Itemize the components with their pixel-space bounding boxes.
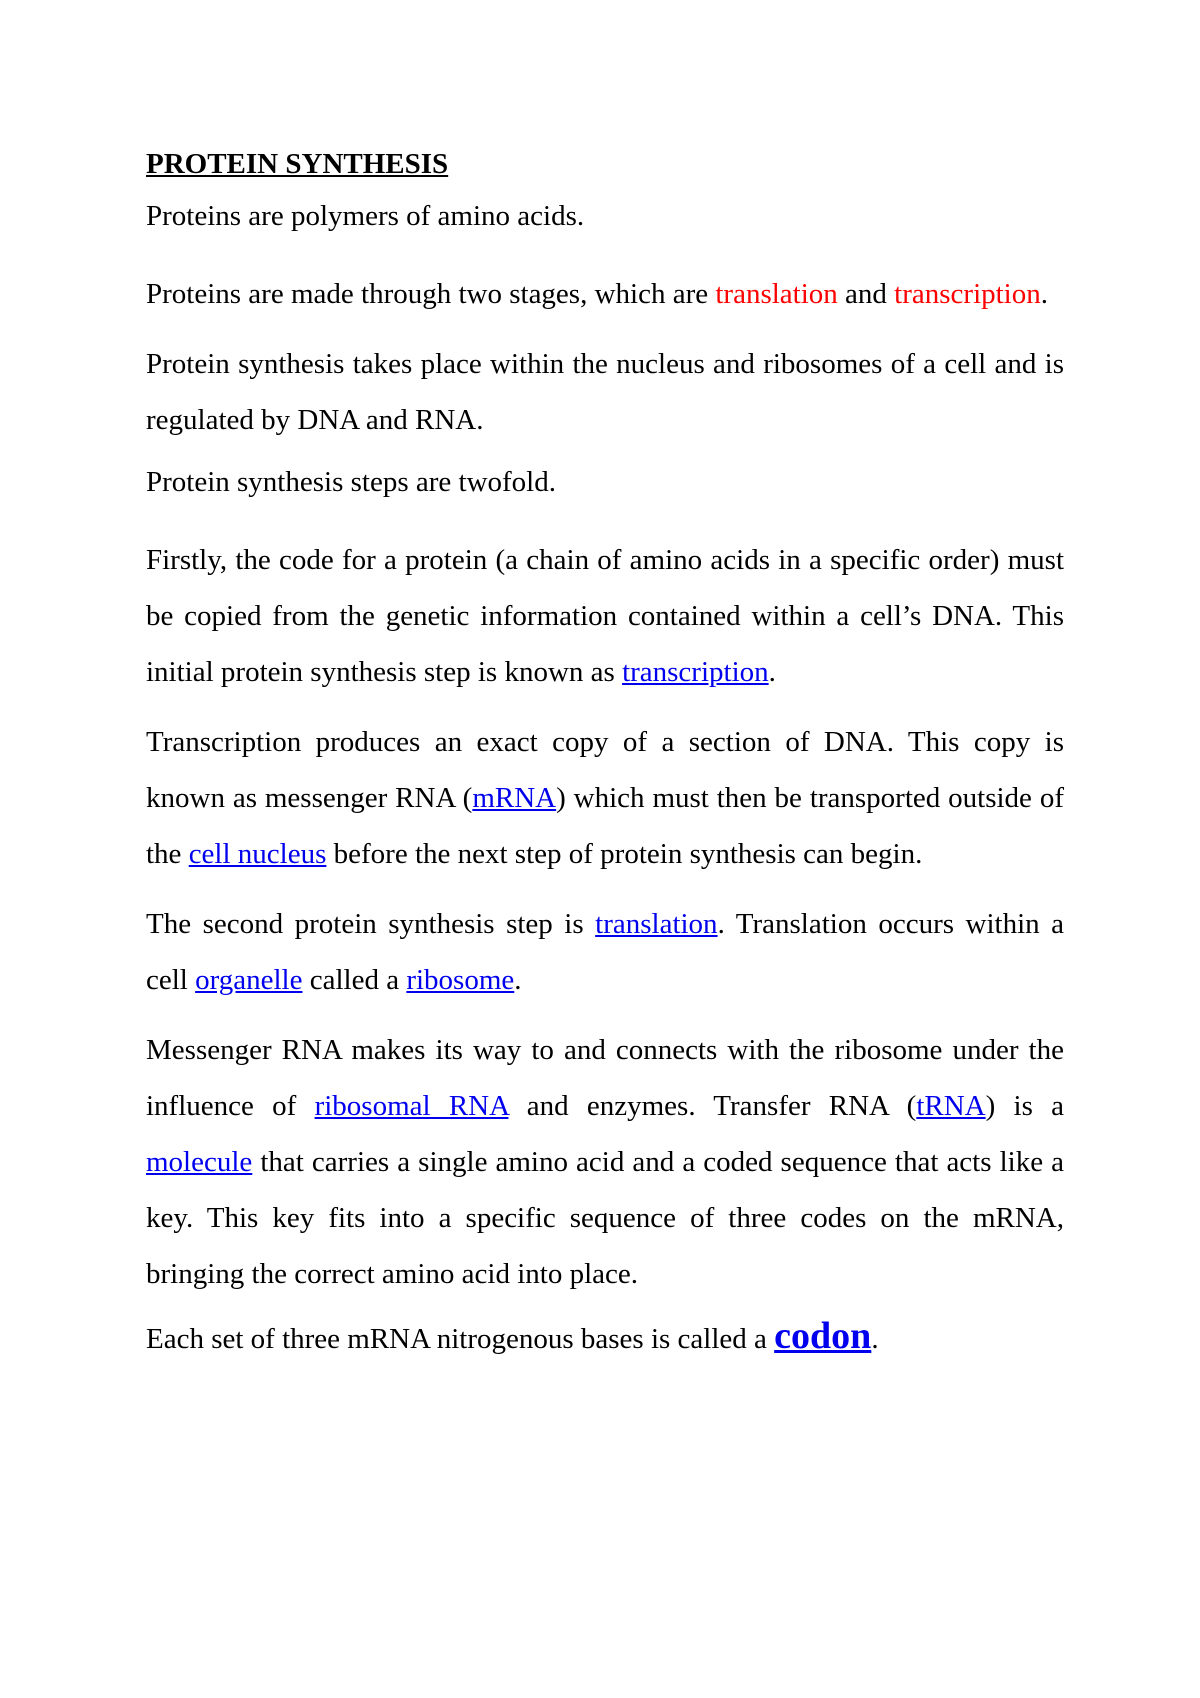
link-cell-nucleus[interactable]: cell nucleus [188, 838, 327, 870]
link-ribosome[interactable]: ribosome [406, 964, 515, 996]
paragraph-text: . [871, 1323, 879, 1355]
paragraph-text: ) is a [985, 1090, 1065, 1122]
paragraph-text: . [514, 964, 522, 996]
paragraph-text: that carries a single amino acid and a coded sequence that acts like a key. This key fits into a specific sequence of three codes on the mRNA, bringing the correct amino acid into place. [146, 1146, 1064, 1290]
link-molecule[interactable]: molecule [146, 1146, 253, 1178]
link-ribosomal-rna[interactable]: ribosomal RNA [314, 1090, 509, 1122]
paragraph-translation [146, 896, 1064, 1008]
paragraph-intro [146, 196, 1064, 236]
paragraph-text: The second protein synthesis step is [146, 908, 596, 940]
link-transcription[interactable]: transcription [622, 656, 769, 688]
paragraph-text: Firstly, the code for a protein (a chain of amino acids in a specific order) must be copied from the genetic information contained within a cell’s DNA. This initial protein synthesis step is known as [146, 544, 1064, 688]
paragraph-stages [146, 266, 1064, 322]
paragraph-text: called a [302, 964, 407, 996]
paragraph-location [146, 336, 1064, 448]
paragraph-text: before the next step of protein synthesis can begin. [326, 838, 923, 870]
paragraph-text: . Translation occurs within a cell [146, 908, 1064, 996]
link-organelle[interactable]: organelle [195, 964, 303, 996]
paragraph-transcription [146, 532, 1064, 700]
link-trna[interactable]: tRNA [916, 1090, 986, 1122]
paragraph-text: Proteins are polymers of amino acids. [146, 200, 585, 232]
page-title: PROTEIN SYNTHESIS [146, 148, 449, 180]
paragraph-text: Proteins are made through two stages, which are [146, 278, 716, 310]
paragraph-text: Transcription produces an exact copy of a section of DNA. This copy is known as messenger RNA ( [146, 726, 1064, 814]
paragraph-text: Each set of three mRNA nitrogenous bases is called a [146, 1323, 775, 1355]
paragraph-text: and enzymes. Transfer RNA ( [508, 1090, 917, 1122]
paragraph-text: Protein synthesis takes place within the nucleus and ribosomes of a cell and is regulated by DNA and RNA. [146, 348, 1064, 436]
paragraph-codon [146, 1316, 1064, 1359]
link-codon[interactable]: codon [774, 1315, 872, 1357]
paragraph-text: Protein synthesis steps are twofold. [146, 466, 556, 498]
paragraph-text: and [837, 278, 895, 310]
paragraph-steps [146, 462, 1064, 502]
link-translation[interactable]: translation [595, 908, 718, 940]
paragraph-text: Messenger RNA makes its way to and connects with the ribosome under the influence of [146, 1034, 1064, 1122]
paragraph-trna [146, 1022, 1064, 1302]
paragraph-text: ) which must then be transported outside of the [146, 782, 1064, 870]
highlight-transcription: transcription [894, 278, 1041, 310]
link-mrna[interactable]: mRNA [472, 782, 557, 814]
paragraph-mrna [146, 714, 1064, 882]
paragraph-text: . [768, 656, 776, 688]
paragraph-text: . [1040, 278, 1048, 310]
highlight-translation: translation [715, 278, 838, 310]
